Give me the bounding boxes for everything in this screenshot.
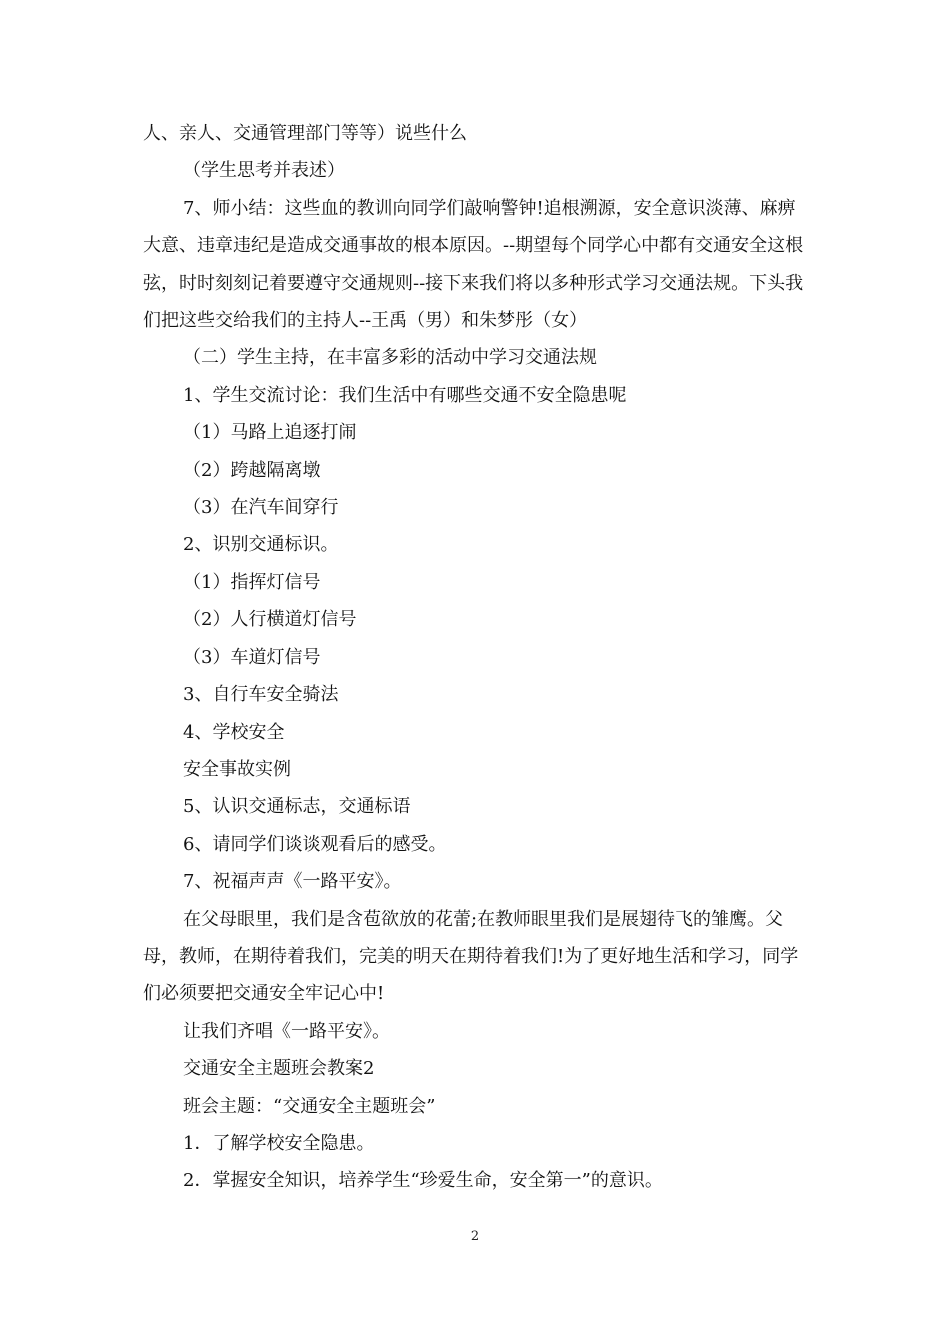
list-item: 3、自行车安全骑法	[183, 684, 339, 706]
paragraph-theme: 班会主题：“交通安全主题班会”	[183, 1095, 436, 1117]
list-item: （2）跨越隔离墩	[183, 459, 321, 481]
list-item: 1．了解学校安全隐患。	[183, 1132, 375, 1154]
paragraph-student-thinking: （学生思考并表述）	[183, 160, 345, 182]
section-title-lesson-2: 交通安全主题班会教案2	[183, 1058, 375, 1080]
list-item: 2、识别交通标识。	[183, 534, 339, 556]
list-item: （3）车道灯信号	[183, 646, 321, 668]
list-item: 7、祝福声声《一路平安》。	[183, 871, 402, 893]
section-heading-student-host: （二）学生主持，在丰富多彩的活动中学习交通法规	[183, 347, 597, 369]
paragraph-sing: 让我们齐唱《一路平安》。	[183, 1020, 390, 1042]
list-item: 1、学生交流讨论：我们生活中有哪些交通不安全隐患呢	[183, 384, 627, 406]
list-item: （3）在汽车间穿行	[183, 497, 339, 519]
list-item: 2．掌握安全知识，培养学生“珍爱生命，安全第一”的意识。	[183, 1170, 663, 1192]
page-number: 2	[470, 1229, 480, 1244]
list-item: 安全事故实例	[183, 758, 291, 780]
paragraph-closing: 在父母眼里，我们是含苞欲放的花蕾;在教师眼里我们是展翅待飞的雏鹰。父母，教师，在期待着我们，完美的明天在期待着我们!为了更好地生活和学习，同学们必须要把交通安全牢记心中!	[143, 908, 799, 1005]
list-item: 5、认识交通标志，交通标语	[183, 796, 411, 818]
list-item: （2）人行横道灯信号	[183, 609, 357, 631]
list-item: （1）马路上追逐打闹	[183, 422, 357, 444]
paragraph-teacher-summary: 7、师小结：这些血的教训向同学们敲响警钟!追根溯源，安全意识淡薄、麻痹大意、违章违纪是造成交通事故的根本原因。--期望每个同学心中都有交通安全这根弦，时时刻刻记着要遵守交通规则--接下来我们将以多种形式学习交通法规。下头我们把这些交给我们的主持人--王禹（男）和朱梦彤（女）	[143, 197, 804, 332]
list-item: 6、请同学们谈谈观看后的感受。	[183, 833, 447, 855]
document-body	[143, 115, 808, 1200]
list-item: （1）指挥灯信号	[183, 571, 321, 593]
list-item: 4、学校安全	[183, 721, 285, 743]
paragraph-continuation: 人、亲人、交通管理部门等等）说些什么	[143, 123, 467, 144]
